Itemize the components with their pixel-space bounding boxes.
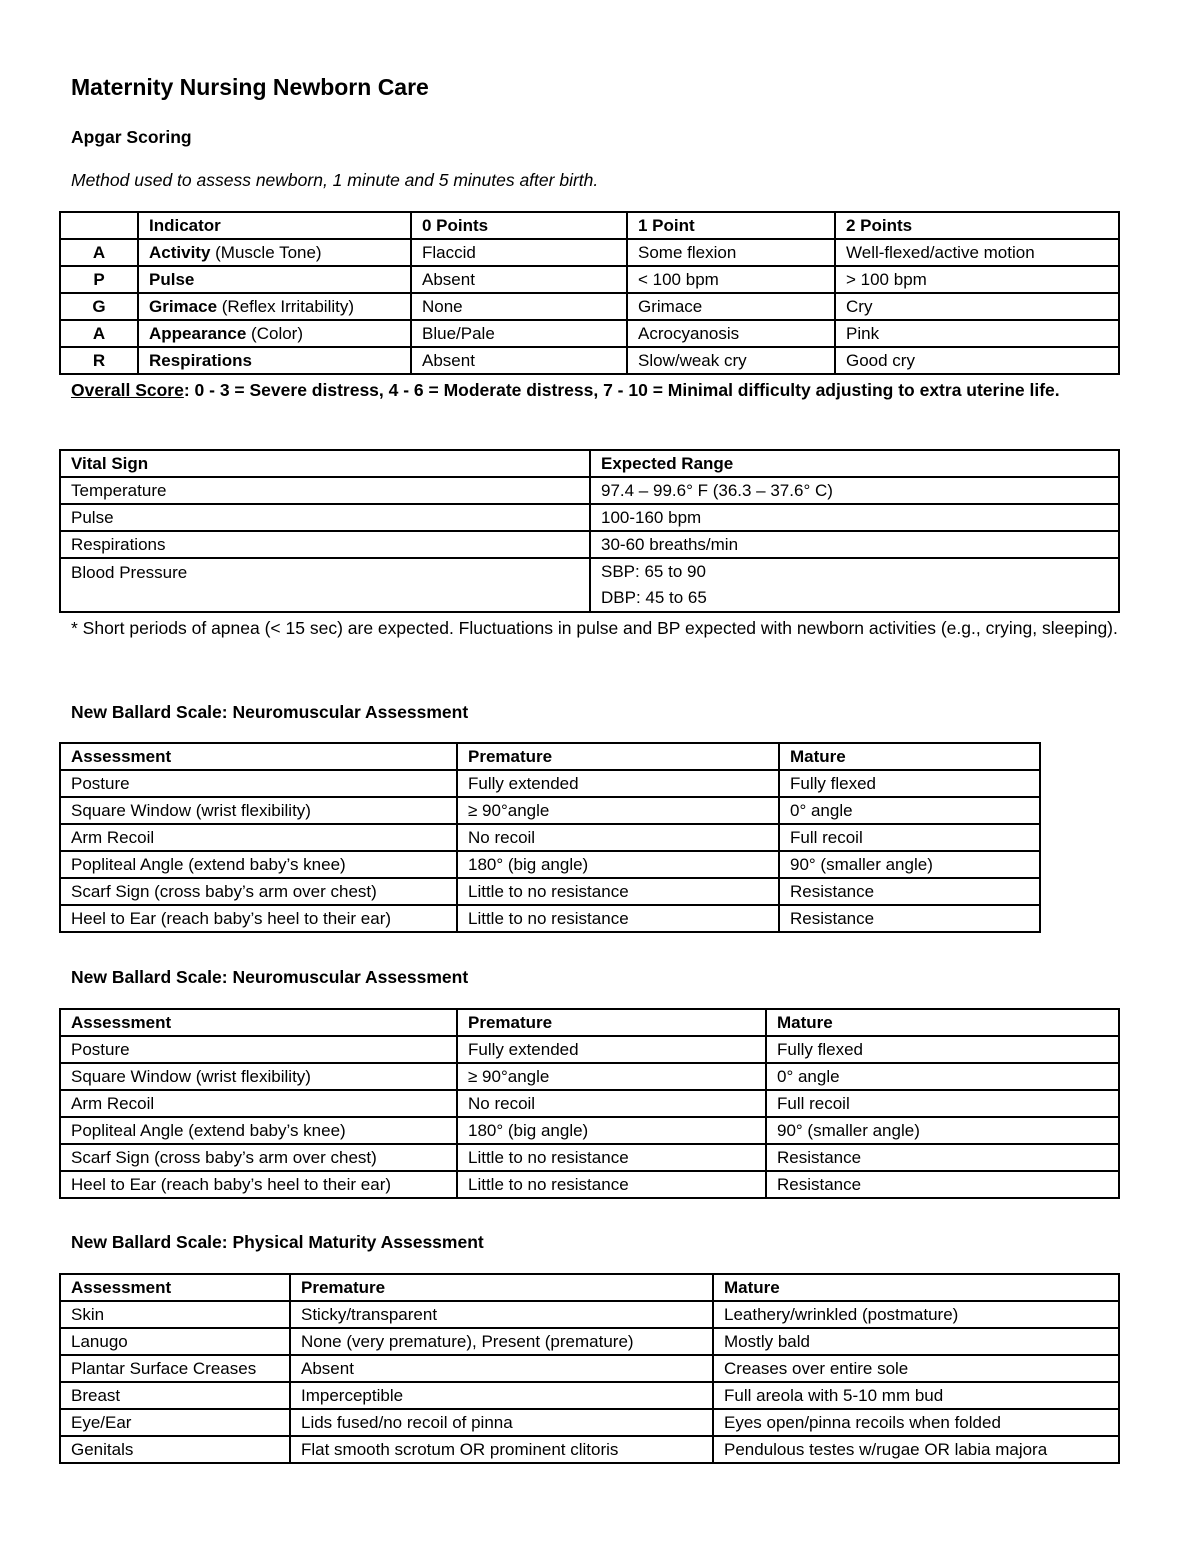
assessment-cell: Arm Recoil <box>60 1090 457 1117</box>
mature-cell: Pendulous testes w/rugae OR labia majora <box>713 1436 1119 1463</box>
apgar-description: Method used to assess newborn, 1 minute and 5 minutes after birth. <box>71 170 599 190</box>
ballard2-header-row <box>60 1009 1119 1036</box>
ballard1-header-row <box>60 743 1040 770</box>
table-row <box>60 797 1040 824</box>
apgar-header-cell <box>60 212 138 239</box>
assessment-cell: Genitals <box>60 1436 290 1463</box>
premature-cell: Little to no resistance <box>457 878 779 905</box>
apgar-header-cell: 0 Points <box>411 212 627 239</box>
assessment-cell: Scarf Sign (cross baby’s arm over chest) <box>60 1144 457 1171</box>
apgar-cell: Pink <box>835 320 1119 347</box>
mature-cell: Leathery/wrinkled (postmature) <box>713 1301 1119 1328</box>
indicator-detail: (Reflex Irritability) <box>217 296 355 316</box>
premature-cell: Lids fused/no recoil of pinna <box>290 1409 713 1436</box>
apgar-indicator <box>138 347 411 374</box>
physical-header-cell: Premature <box>290 1274 713 1301</box>
indicator-name: Respirations <box>149 350 252 370</box>
mature-cell: Resistance <box>766 1144 1119 1171</box>
vitals-header-cell: Vital Sign <box>60 450 590 477</box>
premature-cell: Sticky/transparent <box>290 1301 713 1328</box>
table-row <box>60 824 1040 851</box>
premature-cell: ≥ 90°angle <box>457 1063 766 1090</box>
assessment-cell: Eye/Ear <box>60 1409 290 1436</box>
overall-score <box>71 377 1121 404</box>
assessment-cell: Heel to Ear (reach baby’s heel to their ear) <box>60 1171 457 1198</box>
apgar-header-cell: 1 Point <box>627 212 835 239</box>
indicator-name: Pulse <box>149 269 195 289</box>
premature-cell: Little to no resistance <box>457 1144 766 1171</box>
table-row <box>60 1036 1119 1063</box>
table-row <box>60 1436 1119 1463</box>
mature-cell: 90° (smaller angle) <box>766 1117 1119 1144</box>
ballard2-heading: New Ballard Scale: Neuromuscular Assessment <box>71 967 469 987</box>
table-row <box>60 347 1119 374</box>
table-row <box>60 1328 1119 1355</box>
table-row <box>60 477 1119 504</box>
physical-header-row <box>60 1274 1119 1301</box>
physical-table <box>59 1273 1120 1464</box>
table-row <box>60 878 1040 905</box>
premature-cell: 180° (big angle) <box>457 851 779 878</box>
mature-cell: Resistance <box>766 1171 1119 1198</box>
assessment-cell: Square Window (wrist flexibility) <box>60 797 457 824</box>
apgar-indicator <box>138 320 411 347</box>
premature-cell: No recoil <box>457 1090 766 1117</box>
vital-sign: Temperature <box>60 477 590 504</box>
ballard1-heading: New Ballard Scale: Neuromuscular Assessment <box>71 702 469 722</box>
vital-sign: Respirations <box>60 531 590 558</box>
premature-cell: Little to no resistance <box>457 1171 766 1198</box>
table-row <box>60 558 1119 612</box>
overall-score-text: : 0 - 3 = Severe distress, 4 - 6 = Moderate distress, 7 - 10 = Minimal difficulty adjusting to extra uterine life. <box>183 380 1060 400</box>
indicator-name: Appearance <box>149 323 247 343</box>
table-row <box>60 1301 1119 1328</box>
apgar-letter: R <box>60 347 138 374</box>
table-row <box>60 239 1119 266</box>
assessment-cell: Lanugo <box>60 1328 290 1355</box>
premature-cell: Imperceptible <box>290 1382 713 1409</box>
vitals-header-cell: Expected Range <box>590 450 1119 477</box>
ballard1-header-cell: Mature <box>779 743 1040 770</box>
vital-range-dbp: DBP: 45 to 65 <box>601 588 707 607</box>
vital-sign: Pulse <box>60 504 590 531</box>
ballard1-header-cell: Assessment <box>60 743 457 770</box>
table-row <box>60 266 1119 293</box>
physical-header-cell: Assessment <box>60 1274 290 1301</box>
mature-cell: Full recoil <box>766 1090 1119 1117</box>
table-row <box>60 1144 1119 1171</box>
table-row <box>60 504 1119 531</box>
premature-cell: Fully extended <box>457 1036 766 1063</box>
premature-cell: 180° (big angle) <box>457 1117 766 1144</box>
apgar-letter: P <box>60 266 138 293</box>
table-row <box>60 1382 1119 1409</box>
apgar-indicator <box>138 239 411 266</box>
indicator-detail: (Color) <box>246 323 303 343</box>
table-row <box>60 293 1119 320</box>
ballard2-header-cell: Assessment <box>60 1009 457 1036</box>
apgar-cell: Blue/Pale <box>411 320 627 347</box>
apgar-cell: Cry <box>835 293 1119 320</box>
indicator-name: Grimace <box>149 296 218 316</box>
premature-cell: Absent <box>290 1355 713 1382</box>
ballard2-table <box>59 1008 1120 1199</box>
apgar-cell: Good cry <box>835 347 1119 374</box>
assessment-cell: Plantar Surface Creases <box>60 1355 290 1382</box>
apgar-indicator <box>138 293 411 320</box>
apgar-cell: Well-flexed/active motion <box>835 239 1119 266</box>
table-row <box>60 1090 1119 1117</box>
assessment-cell: Posture <box>60 770 457 797</box>
overall-score-label: Overall Score <box>71 380 184 400</box>
apgar-cell: < 100 bpm <box>627 266 835 293</box>
assessment-cell: Square Window (wrist flexibility) <box>60 1063 457 1090</box>
assessment-cell: Posture <box>60 1036 457 1063</box>
apgar-letter: A <box>60 320 138 347</box>
apgar-table <box>59 211 1120 375</box>
table-row <box>60 1117 1119 1144</box>
apgar-letter: G <box>60 293 138 320</box>
assessment-cell: Skin <box>60 1301 290 1328</box>
apgar-cell: Slow/weak cry <box>627 347 835 374</box>
table-row <box>60 851 1040 878</box>
apgar-cell: Flaccid <box>411 239 627 266</box>
mature-cell: Resistance <box>779 878 1040 905</box>
assessment-cell: Scarf Sign (cross baby’s arm over chest) <box>60 878 457 905</box>
apgar-heading: Apgar Scoring <box>71 127 192 147</box>
mature-cell: Full areola with 5-10 mm bud <box>713 1382 1119 1409</box>
premature-cell: Flat smooth scrotum OR prominent clitoris <box>290 1436 713 1463</box>
premature-cell: ≥ 90°angle <box>457 797 779 824</box>
assessment-cell: Breast <box>60 1382 290 1409</box>
assessment-cell: Arm Recoil <box>60 824 457 851</box>
apgar-cell: Some flexion <box>627 239 835 266</box>
apgar-cell: > 100 bpm <box>835 266 1119 293</box>
indicator-name: Activity <box>149 242 211 262</box>
mature-cell: Mostly bald <box>713 1328 1119 1355</box>
vital-range: 30-60 breaths/min <box>590 531 1119 558</box>
premature-cell: Fully extended <box>457 770 779 797</box>
mature-cell: Creases over entire sole <box>713 1355 1119 1382</box>
vital-range: 97.4 – 99.6° F (36.3 – 37.6° C) <box>590 477 1119 504</box>
indicator-detail: (Muscle Tone) <box>210 242 322 262</box>
ballard2-header-cell: Premature <box>457 1009 766 1036</box>
mature-cell: Resistance <box>779 905 1040 932</box>
premature-cell: Little to no resistance <box>457 905 779 932</box>
assessment-cell: Popliteal Angle (extend baby’s knee) <box>60 851 457 878</box>
mature-cell: 0° angle <box>766 1063 1119 1090</box>
vital-range: 100-160 bpm <box>590 504 1119 531</box>
assessment-cell: Heel to Ear (reach baby’s heel to their ear) <box>60 905 457 932</box>
page-title: Maternity Nursing Newborn Care <box>71 74 429 100</box>
physical-header-cell: Mature <box>713 1274 1119 1301</box>
apgar-header-cell: Indicator <box>138 212 411 239</box>
ballard2-header-cell: Mature <box>766 1009 1119 1036</box>
apnea-note: * Short periods of apnea (< 15 sec) are expected. Fluctuations in pulse and BP expected with newborn activities (e.g., crying, sleeping). <box>71 618 1118 638</box>
vital-range <box>590 558 1119 612</box>
apgar-header-cell: 2 Points <box>835 212 1119 239</box>
vital-range-sbp: SBP: 65 to 90 <box>601 562 706 581</box>
apgar-cell: Acrocyanosis <box>627 320 835 347</box>
mature-cell: 90° (smaller angle) <box>779 851 1040 878</box>
table-row <box>60 531 1119 558</box>
table-row <box>60 770 1040 797</box>
table-row <box>60 905 1040 932</box>
vitals-header-row <box>60 450 1119 477</box>
apgar-cell: Absent <box>411 266 627 293</box>
apgar-cell: None <box>411 293 627 320</box>
assessment-cell: Popliteal Angle (extend baby’s knee) <box>60 1117 457 1144</box>
mature-cell: Fully flexed <box>779 770 1040 797</box>
mature-cell: Full recoil <box>779 824 1040 851</box>
table-row <box>60 1171 1119 1198</box>
table-row <box>60 1063 1119 1090</box>
apgar-cell: Absent <box>411 347 627 374</box>
premature-cell: No recoil <box>457 824 779 851</box>
table-row <box>60 320 1119 347</box>
table-row <box>60 1355 1119 1382</box>
apgar-letter: A <box>60 239 138 266</box>
premature-cell: None (very premature), Present (premature) <box>290 1328 713 1355</box>
apgar-indicator <box>138 266 411 293</box>
table-row <box>60 1409 1119 1436</box>
mature-cell: Fully flexed <box>766 1036 1119 1063</box>
mature-cell: 0° angle <box>779 797 1040 824</box>
ballard1-header-cell: Premature <box>457 743 779 770</box>
vitals-table <box>59 449 1120 613</box>
physical-heading: New Ballard Scale: Physical Maturity Assessment <box>71 1232 484 1252</box>
vital-sign: Blood Pressure <box>60 558 590 612</box>
apgar-cell: Grimace <box>627 293 835 320</box>
ballard1-table <box>59 742 1041 933</box>
mature-cell: Eyes open/pinna recoils when folded <box>713 1409 1119 1436</box>
apgar-header-row <box>60 212 1119 239</box>
